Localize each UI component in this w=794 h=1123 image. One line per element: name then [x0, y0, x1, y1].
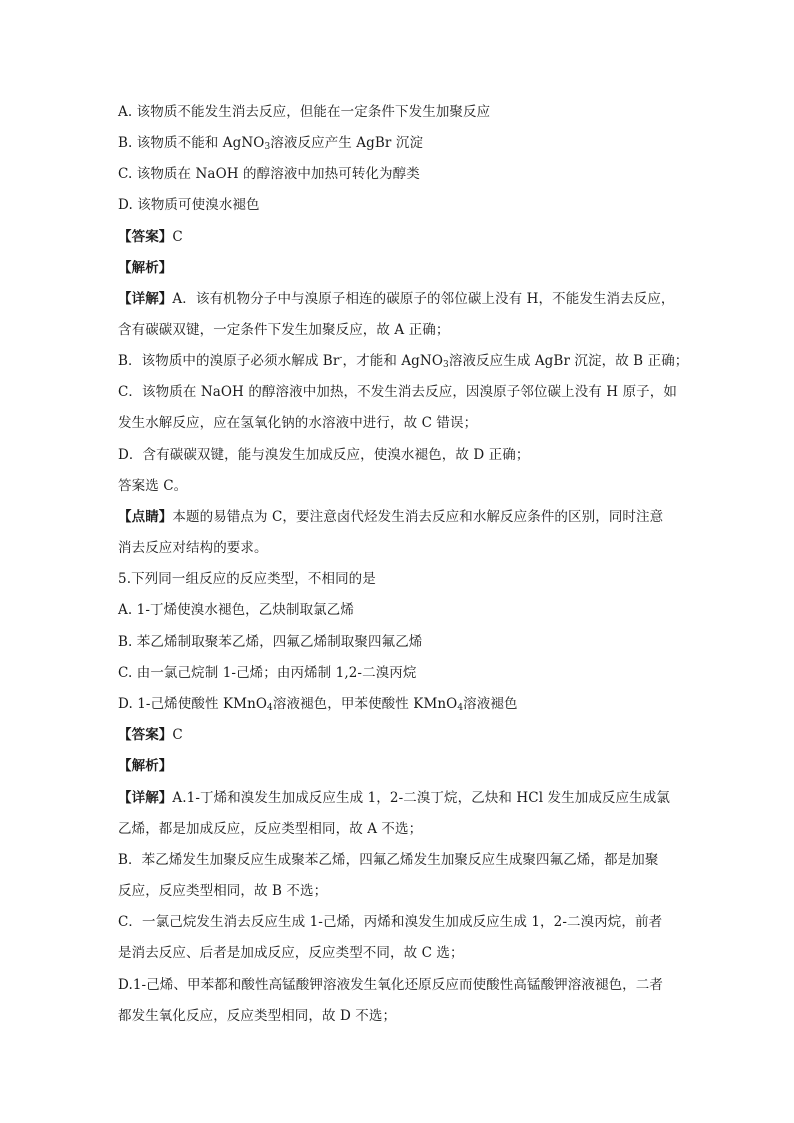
- q4-option-c: C. 该物质在 NaOH 的醇溶液中加热可转化为醇类: [118, 166, 420, 182]
- q4-detail-b: B．该物质中的溴原子必须水解成 Br-，才能和 AgNO$_3$溶液反应生成 AgBr 沉淀，故 B 正确；: [118, 353, 689, 370]
- answer-tag: 【答案】: [118, 727, 173, 743]
- q5-option-a: A. 1-丁烯使溴水褪色，乙炔制取氯乙烯: [118, 602, 354, 618]
- q4-detail-c-line1: C．该物质在 NaOH 的醇溶液中加热，不发生消去反应，因溴原子邻位碳上没有 H 原子，如: [118, 384, 677, 400]
- q4-tip-line2: 消去反应对结构的要求。: [118, 540, 268, 556]
- q4-tip-line1: 【点睛】本题的易错点为 C，要注意卤代烃发生消去反应和水解反应条件的区别，同时注意: [118, 509, 664, 525]
- answer-tag: 【答案】: [118, 229, 173, 245]
- q4-option-b: B. 该物质不能和 AgNO$_3$溶液反应产生 AgBr 沉淀: [118, 135, 424, 152]
- q5-answer: 【答案】C: [118, 727, 183, 743]
- q5-analysis-heading: 【解析】: [118, 758, 173, 774]
- q4-conclusion: 答案选 C。: [118, 478, 188, 494]
- q5-detail-d-line1: D.1-己烯、甲苯都和酸性高锰酸钾溶液发生氧化还原反应而使酸性高锰酸钾溶液褪色，二者: [118, 977, 663, 993]
- q5-option-d: D. 1-己烯使酸性 KMnO$_4$溶液褪色，甲苯使酸性 KMnO$_4$溶液褪色: [118, 696, 518, 713]
- q5-option-b: B. 苯乙烯制取聚苯乙烯，四氟乙烯制取聚四氟乙烯: [118, 634, 423, 650]
- q5-detail-d-line2: 都发生氧化反应，反应类型相同，故 D 不选；: [118, 1008, 397, 1024]
- q4-option-a: A. 该物质不能发生消去反应，但能在一定条件下发生加聚反应: [118, 104, 491, 120]
- q4-detail-a-line1: 【详解】A．该有机物分子中与溴原子相连的碳原子的邻位碳上没有 H，不能发生消去反应，: [118, 291, 675, 307]
- q5-detail-a-line1: 【详解】A.1-丁烯和溴发生加成反应生成 1，2-二溴丁烷，乙炔和 HCl 发生加成反应生成氯: [118, 790, 670, 806]
- q5-detail-b-line2: 反应，反应类型相同，故 B 不选；: [118, 883, 328, 899]
- q5-option-c: C. 由一氯己烷制 1-己烯；由丙烯制 1,2-二溴丙烷: [118, 665, 417, 681]
- q4-option-d: D. 该物质可使溴水褪色: [118, 197, 260, 213]
- q5-stem: 5.下列同一组反应的反应类型，不相同的是: [118, 571, 376, 587]
- tip-tag: 【点睛】: [118, 509, 173, 525]
- q5-detail-c-line2: 是消去反应、后者是加成反应，反应类型不同，故 C 选；: [118, 945, 464, 961]
- detail-tag: 【详解】: [118, 291, 173, 307]
- q4-detail-c-line2: 发生水解反应，应在氢氧化钠的水溶液中进行，故 C 错误；: [118, 415, 478, 431]
- detail-tag: 【详解】: [118, 790, 173, 806]
- q4-answer: 【答案】C: [118, 229, 183, 245]
- q5-detail-a-line2: 乙烯，都是加成反应，反应类型相同，故 A 不选；: [118, 821, 423, 837]
- q4-analysis-heading: 【解析】: [118, 260, 173, 276]
- q5-detail-c-line1: C．一氯己烷发生消去反应生成 1-己烯，丙烯和溴发生加成反应生成 1，2-二溴丙烷，前者: [118, 914, 663, 930]
- q4-detail-a-line2: 含有碳碳双键，一定条件下发生加聚反应，故 A 正确；: [118, 322, 450, 338]
- q4-detail-d: D．含有碳碳双键，能与溴发生加成反应，使溴水褪色，故 D 正确；: [118, 447, 530, 463]
- q5-detail-b-line1: B．苯乙烯发生加聚反应生成聚苯乙烯，四氟乙烯发生加聚反应生成聚四氟乙烯，都是加聚: [118, 852, 659, 868]
